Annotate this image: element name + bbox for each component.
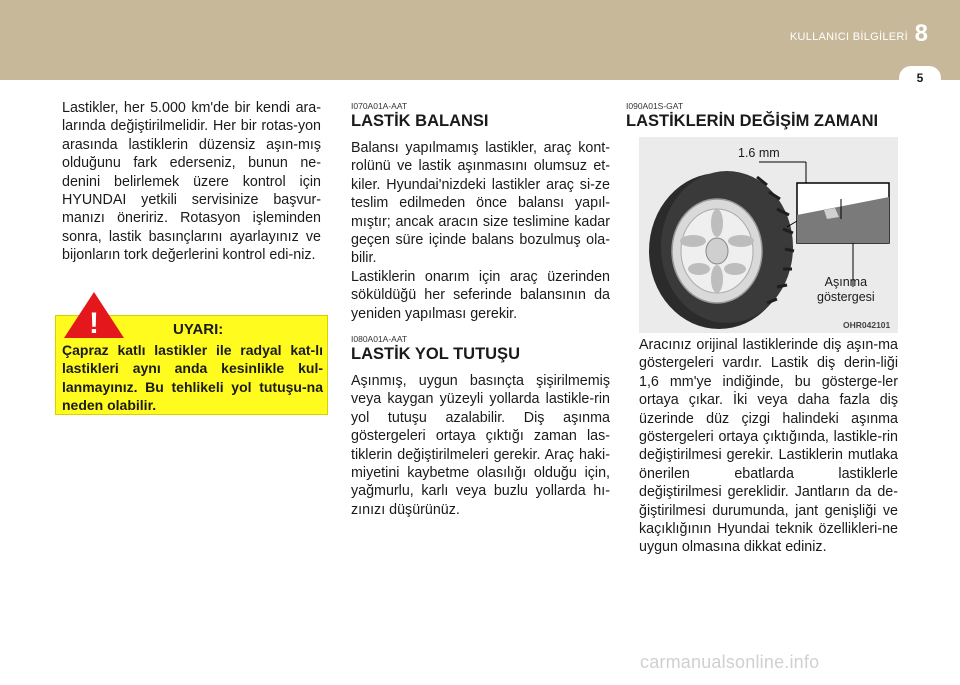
watermark: carmanualsonline.info <box>640 652 820 672</box>
page-number: 5 <box>899 66 941 90</box>
tread-wear-figure <box>639 137 898 333</box>
section-heading: LASTİK YOL TUTUŞU <box>351 345 520 363</box>
warning-exclamation: ! <box>89 307 99 340</box>
replacement-paragraph: Aracınız orijinal lastiklerinde diş aşın-ma göstergeleri vardır. Lastik diş derin-liği 1,6 mm'ye indiğinde, bu gösterge-ler ortaya çıkar. İki veya daha fazla diş üzerinde düz çizgi halindeki aşınma göstergeleri ortaya çıktığında, lastikle-rin değiştirilmesi gerekir. Lastiklerin mutlaka önerilen ebatlarda lastiklerle değiştirilmesi gereklidir. Jantların da de-ğiştirilmesi durumunda, jant genişliği ve kaçıklığının Hyundai teknik özellikleri-ne uygun olmasına dikkat ediniz. <box>639 337 898 556</box>
figure-code: OHR042101 <box>843 320 891 330</box>
tread-depth-label: 1.6 mm <box>738 146 780 160</box>
section-code: I080A01A-AAT <box>351 334 408 344</box>
tire-balance-section <box>351 101 610 323</box>
traction-paragraph: Aşınmış, uygun basınçta şişirilmemiş veya kaygan yüzeyli yollarda lastikle-rin yol tutuşu azalabilir. Diş aşınma göstergeleri ortaya çıktığı zaman las-tiklerin değiştirilmeleri gerekir. Araç haki-miyetini kaybetme olasılığı olduğu için, yağmurlu, karlı veya buzlu yollarda hı-zınızı düşürünüz. <box>351 373 610 518</box>
wear-indicator-label <box>817 275 875 305</box>
wear-indicator-line2: göstergesi <box>817 290 875 304</box>
balance-paragraph-1: Balansı yapılmamış lastikler, araç kont-rolünü ve lastik aşınmasını olumsuz et-kiler. Hyundai'nizdeki lastikler araç si-ze teslim edilmeden önce balansı yapıl-mıştır; ancak aracın size teslimine kadar geçen süre içinde balans bozulmuş ola-bilir. <box>351 140 610 267</box>
header-band <box>0 0 960 80</box>
tire-traction-section <box>351 334 610 519</box>
rotation-text: Lastikler, her 5.000 km'de bir kendi ara-larında değiştirilmelidir. Her bir rotas-yon arasında lastiklerin düzensiz aşın-mış olduğunu fark ederseniz, bunun ne-denini belirlemek üzere kontrol için HYUNDAI yetkili servisinize başvur-manızı öneririz. Rotasyon işleminden sonra, lastik basınçlarını ayarlayınız ve bijonların tork değerlerini kontrol edi-niz. <box>62 100 321 264</box>
section-code: I090A01S-GAT <box>626 101 684 111</box>
wear-indicator-line1: Aşınma <box>824 275 868 289</box>
section-heading: LASTİK BALANSI <box>351 112 489 130</box>
section-heading: LASTİKLERİN DEĞİŞİM ZAMANI <box>626 112 879 130</box>
rotation-paragraph <box>62 99 321 265</box>
warning-label: UYARI: <box>173 321 224 338</box>
warning-text: Çapraz katlı lastikler ile radyal kat-lı lastikleri aynı anda kesinlikle kul-lanmayınız. Bu tehlikeli yol tutuşu-na neden olabilir. <box>62 342 323 414</box>
chapter-number: 8 <box>914 20 928 47</box>
balance-paragraph-2: Lastiklerin onarım için araç üzerinden söküldüğü her seferinde balansının da yeniden yapılması gerekir. <box>351 268 610 322</box>
chapter-title: KULLANICI BİLGİLERİ <box>789 31 908 43</box>
tire-replacement-header <box>626 101 898 139</box>
section-code: I070A01A-AAT <box>351 101 408 111</box>
tire-replacement-text <box>639 336 898 557</box>
warning-triangle-icon <box>62 290 126 340</box>
